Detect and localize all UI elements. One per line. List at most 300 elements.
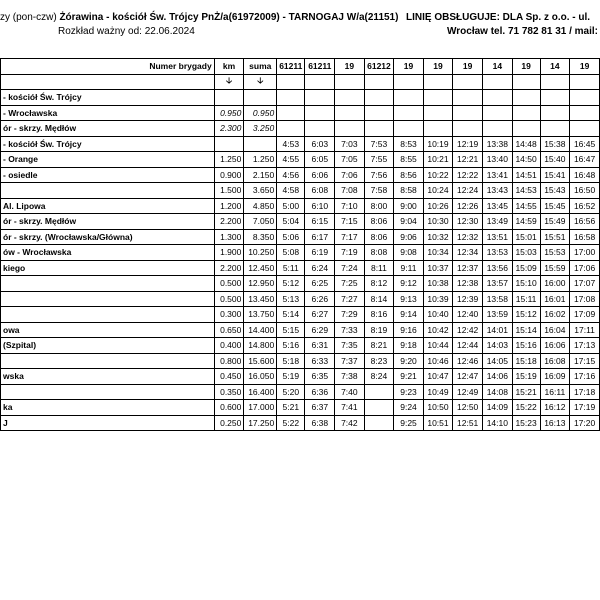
sum-cell: 8.350 [244, 229, 277, 245]
stop-name: (Szpital) [1, 338, 215, 354]
departure-time: 5:14 [277, 307, 305, 323]
departure-time [453, 90, 483, 106]
departure-time: 15:45 [540, 198, 570, 214]
brigade-number: 14 [540, 59, 570, 75]
sum-cell: 17.250 [244, 415, 277, 431]
departure-time: 16:04 [540, 322, 570, 338]
departure-time: 13:51 [483, 229, 513, 245]
departure-time: 9:08 [394, 245, 423, 261]
departure-time: 9:13 [394, 291, 423, 307]
departure-time: 14:50 [512, 152, 540, 168]
km-cell: 2.300 [214, 121, 244, 137]
brigade-number: 19 [570, 59, 600, 75]
departure-time: 17:15 [570, 353, 600, 369]
departure-time: 14:03 [483, 338, 513, 354]
departure-time: 15:10 [512, 276, 540, 292]
km-cell: 0.900 [214, 167, 244, 183]
departure-time [305, 121, 335, 137]
km-cell: 2.200 [214, 214, 244, 230]
departure-time: 10:30 [423, 214, 453, 230]
departure-time [364, 415, 394, 431]
departure-time: 4:56 [277, 167, 305, 183]
km-cell: 0.350 [214, 384, 244, 400]
stop-name [1, 291, 215, 307]
departure-time [483, 121, 513, 137]
departure-time: 10:37 [423, 260, 453, 276]
departure-time: 8:21 [364, 338, 394, 354]
table-row [1, 415, 600, 431]
stop-name: ów - Wrocławska [1, 245, 215, 261]
sum-cell [244, 90, 277, 106]
departure-time: 7:38 [335, 369, 364, 385]
departure-time: 15:09 [512, 260, 540, 276]
departure-time: 9:12 [394, 276, 423, 292]
departure-time: 7:08 [335, 183, 364, 199]
table-row [1, 152, 600, 168]
departure-time: 6:26 [305, 291, 335, 307]
departure-time: 15:21 [512, 384, 540, 400]
departure-time [394, 90, 423, 106]
departure-time: 8:55 [394, 152, 423, 168]
departure-time: 9:06 [394, 229, 423, 245]
operator-info: LINIĘ OBSŁUGUJE: DLA Sp. z o.o. - ul. [406, 12, 591, 23]
brigade-number: 61211 [305, 59, 335, 75]
brigade-number: 61211 [277, 59, 305, 75]
departure-time [335, 90, 364, 106]
departure-time [277, 105, 305, 121]
departure-time: 9:23 [394, 384, 423, 400]
departure-time: 7:15 [335, 214, 364, 230]
departure-time: 5:06 [277, 229, 305, 245]
departure-time: 10:26 [423, 198, 453, 214]
departure-time: 6:03 [305, 136, 335, 152]
valid-from: Rozkład ważny od: 22.06.2024 [58, 26, 195, 37]
departure-time: 17:19 [570, 400, 600, 416]
departure-time: 14:48 [512, 136, 540, 152]
departure-time: 4:53 [277, 136, 305, 152]
departure-time: 15:18 [512, 353, 540, 369]
departure-time: 9:21 [394, 369, 423, 385]
departure-time [394, 121, 423, 137]
departure-time: 7:56 [364, 167, 394, 183]
timetable [0, 58, 600, 431]
stop-name [1, 384, 215, 400]
departure-time: 8:06 [364, 214, 394, 230]
departure-time [540, 90, 570, 106]
departure-time: 10:19 [423, 136, 453, 152]
sum-cell: 3.650 [244, 183, 277, 199]
departure-time: 12:26 [453, 198, 483, 214]
departure-time: 12:24 [453, 183, 483, 199]
departure-time: 13:59 [483, 307, 513, 323]
departure-time: 12:50 [453, 400, 483, 416]
departure-time: 9:20 [394, 353, 423, 369]
departure-time: 16:08 [540, 353, 570, 369]
km-header: km [214, 59, 244, 75]
departure-time: 8:00 [364, 198, 394, 214]
sum-cell: 7.050 [244, 214, 277, 230]
departure-time: 8:19 [364, 322, 394, 338]
departure-time: 13:45 [483, 198, 513, 214]
departure-time: 4:55 [277, 152, 305, 168]
departure-time [483, 90, 513, 106]
stop-name [1, 183, 215, 199]
departure-time: 10:44 [423, 338, 453, 354]
departure-time: 13:53 [483, 245, 513, 261]
departure-time: 15:22 [512, 400, 540, 416]
departure-time [364, 105, 394, 121]
sum-cell: 14.800 [244, 338, 277, 354]
sum-cell: 10.250 [244, 245, 277, 261]
departure-time: 12:30 [453, 214, 483, 230]
km-cell: 0.800 [214, 353, 244, 369]
departure-time: 5:15 [277, 322, 305, 338]
departure-time: 14:53 [512, 183, 540, 199]
departure-time: 10:46 [423, 353, 453, 369]
departure-time: 16:11 [540, 384, 570, 400]
departure-time: 6:36 [305, 384, 335, 400]
timetable-body [1, 90, 600, 431]
departure-time: 7:17 [335, 229, 364, 245]
departure-time: 5:16 [277, 338, 305, 354]
sum-header: suma [244, 59, 277, 75]
departure-time: 14:09 [483, 400, 513, 416]
stop-name: - Wrocławska [1, 105, 215, 121]
sum-cell: 15.600 [244, 353, 277, 369]
departure-time: 15:14 [512, 322, 540, 338]
departure-time: 10:50 [423, 400, 453, 416]
sum-cell: 14.400 [244, 322, 277, 338]
departure-time: 10:49 [423, 384, 453, 400]
sum-cell: 0.950 [244, 105, 277, 121]
table-row [1, 229, 600, 245]
departure-time: 9:04 [394, 214, 423, 230]
departure-time: 7:55 [364, 152, 394, 168]
sum-cell: 16.400 [244, 384, 277, 400]
stop-name: - kościół Św. Trójcy [1, 136, 215, 152]
km-cell: 0.400 [214, 338, 244, 354]
departure-time: 5:11 [277, 260, 305, 276]
departure-time: 13:43 [483, 183, 513, 199]
departure-time: 16:00 [540, 276, 570, 292]
departure-time: 10:42 [423, 322, 453, 338]
departure-time: 12:39 [453, 291, 483, 307]
sum-cell: 2.150 [244, 167, 277, 183]
table-row [1, 121, 600, 137]
departure-time: 17:08 [570, 291, 600, 307]
table-row [1, 136, 600, 152]
departure-time: 7:40 [335, 384, 364, 400]
brigade-number: 14 [483, 59, 513, 75]
departure-time [512, 121, 540, 137]
departure-time: 14:05 [483, 353, 513, 369]
departure-time: 16:50 [570, 183, 600, 199]
departure-time: 6:37 [305, 400, 335, 416]
brigade-number: 19 [453, 59, 483, 75]
table-row [1, 105, 600, 121]
stop-name: ka [1, 400, 215, 416]
table-row [1, 384, 600, 400]
departure-time: 6:10 [305, 198, 335, 214]
km-cell: 1.250 [214, 152, 244, 168]
table-row [1, 245, 600, 261]
departure-time: 10:51 [423, 415, 453, 431]
departure-time: 8:24 [364, 369, 394, 385]
departure-time: 12:49 [453, 384, 483, 400]
departure-time: 17:00 [570, 245, 600, 261]
table-row [1, 276, 600, 292]
table-row [1, 369, 600, 385]
departure-time: 13:40 [483, 152, 513, 168]
departure-time: 16:06 [540, 338, 570, 354]
brigade-number: 19 [512, 59, 540, 75]
departure-time: 6:17 [305, 229, 335, 245]
departure-time: 17:07 [570, 276, 600, 292]
departure-time: 8:08 [364, 245, 394, 261]
departure-time: 16:52 [570, 198, 600, 214]
sum-cell: 13.450 [244, 291, 277, 307]
departure-time: 6:29 [305, 322, 335, 338]
departure-time: 5:04 [277, 214, 305, 230]
departure-time: 7:24 [335, 260, 364, 276]
km-cell: 2.200 [214, 260, 244, 276]
table-row [1, 400, 600, 416]
departure-time: 17:16 [570, 369, 600, 385]
arrow-down-icon: 🡣 [244, 74, 277, 90]
departure-time: 6:38 [305, 415, 335, 431]
departure-time: 16:48 [570, 167, 600, 183]
brigade-number: 61212 [364, 59, 394, 75]
departure-time: 14:10 [483, 415, 513, 431]
departure-time: 8:06 [364, 229, 394, 245]
departure-time: 17:18 [570, 384, 600, 400]
departure-time: 9:14 [394, 307, 423, 323]
departure-time: 14:08 [483, 384, 513, 400]
departure-time [423, 105, 453, 121]
table-row [1, 90, 600, 106]
sum-cell: 1.250 [244, 152, 277, 168]
table-row [1, 198, 600, 214]
departure-time: 6:25 [305, 276, 335, 292]
stop-name [1, 276, 215, 292]
departure-time: 9:16 [394, 322, 423, 338]
table-row [1, 183, 600, 199]
sum-cell: 16.050 [244, 369, 277, 385]
departure-time: 7:25 [335, 276, 364, 292]
departure-time: 12:34 [453, 245, 483, 261]
departure-time [364, 121, 394, 137]
departure-time: 8:53 [394, 136, 423, 152]
departure-time [305, 90, 335, 106]
departure-time: 8:11 [364, 260, 394, 276]
sum-cell: 4.850 [244, 198, 277, 214]
sum-cell [244, 136, 277, 152]
departure-time: 10:47 [423, 369, 453, 385]
departure-time: 15:51 [540, 229, 570, 245]
departure-time: 13:58 [483, 291, 513, 307]
departure-time [453, 105, 483, 121]
table-row [1, 338, 600, 354]
sum-cell: 12.450 [244, 260, 277, 276]
departure-time [364, 384, 394, 400]
departure-time: 7:29 [335, 307, 364, 323]
km-cell: 0.650 [214, 322, 244, 338]
stop-name: ór - skrzy. Mędłów [1, 214, 215, 230]
departure-time: 12:19 [453, 136, 483, 152]
departure-time: 17:13 [570, 338, 600, 354]
departure-time: 13:38 [483, 136, 513, 152]
departure-time: 5:00 [277, 198, 305, 214]
departure-time: 6:05 [305, 152, 335, 168]
departure-time: 12:21 [453, 152, 483, 168]
departure-time: 10:32 [423, 229, 453, 245]
departure-time: 5:13 [277, 291, 305, 307]
departure-time: 15:01 [512, 229, 540, 245]
departure-time: 15:16 [512, 338, 540, 354]
km-cell: 1.900 [214, 245, 244, 261]
departure-time [305, 105, 335, 121]
stop-name: - osiedle [1, 167, 215, 183]
departure-time: 15:53 [540, 245, 570, 261]
departure-time: 16:58 [570, 229, 600, 245]
km-cell: 1.500 [214, 183, 244, 199]
table-row [1, 353, 600, 369]
departure-time: 9:24 [394, 400, 423, 416]
departure-time: 7:42 [335, 415, 364, 431]
departure-time [423, 121, 453, 137]
departure-time [364, 400, 394, 416]
departure-time [335, 121, 364, 137]
departure-time: 7:53 [364, 136, 394, 152]
table-row [1, 167, 600, 183]
brigade-number: 19 [394, 59, 423, 75]
departure-time: 16:13 [540, 415, 570, 431]
departure-time: 7:58 [364, 183, 394, 199]
departure-time: 5:18 [277, 353, 305, 369]
departure-time: 12:42 [453, 322, 483, 338]
km-cell: 0.450 [214, 369, 244, 385]
departure-time: 16:01 [540, 291, 570, 307]
departure-time: 15:12 [512, 307, 540, 323]
departure-time [570, 121, 600, 137]
brigade-number: 19 [335, 59, 364, 75]
km-cell [214, 90, 244, 106]
km-cell: 0.300 [214, 307, 244, 323]
departure-time: 15:19 [512, 369, 540, 385]
departure-time: 5:21 [277, 400, 305, 416]
stop-name [1, 353, 215, 369]
departure-time [512, 90, 540, 106]
brigade-number: 19 [423, 59, 453, 75]
stop-name: Al. Lipowa [1, 198, 215, 214]
departure-time: 9:18 [394, 338, 423, 354]
table-row [1, 260, 600, 276]
departure-time: 13:41 [483, 167, 513, 183]
departure-time: 12:46 [453, 353, 483, 369]
departure-time: 5:08 [277, 245, 305, 261]
departure-time: 7:37 [335, 353, 364, 369]
departure-time: 6:24 [305, 260, 335, 276]
departure-time: 8:12 [364, 276, 394, 292]
departure-time: 5:20 [277, 384, 305, 400]
stop-name: ór - skrzy. (Wrocławska/Główna) [1, 229, 215, 245]
departure-time: 7:35 [335, 338, 364, 354]
departure-time: 15:40 [540, 152, 570, 168]
table-row [1, 214, 600, 230]
departure-time [335, 105, 364, 121]
stop-name: - Orange [1, 152, 215, 168]
departure-time: 6:35 [305, 369, 335, 385]
km-cell: 1.300 [214, 229, 244, 245]
departure-time: 5:19 [277, 369, 305, 385]
departure-time: 7:03 [335, 136, 364, 152]
departure-time [512, 105, 540, 121]
stop-name: - kościół Św. Trójcy [1, 90, 215, 106]
departure-time: 16:45 [570, 136, 600, 152]
departure-time: 15:23 [512, 415, 540, 431]
departure-time: 9:00 [394, 198, 423, 214]
departure-time: 10:38 [423, 276, 453, 292]
brigade-header-row [1, 59, 600, 75]
departure-time: 14:51 [512, 167, 540, 183]
departure-time: 8:14 [364, 291, 394, 307]
direction-arrow-row [1, 74, 600, 90]
departure-time: 15:11 [512, 291, 540, 307]
km-cell: 0.500 [214, 291, 244, 307]
km-cell: 0.250 [214, 415, 244, 431]
departure-time: 5:22 [277, 415, 305, 431]
departure-time: 17:09 [570, 307, 600, 323]
departure-time: 14:01 [483, 322, 513, 338]
departure-time [277, 121, 305, 137]
sum-cell: 12.950 [244, 276, 277, 292]
departure-time: 14:06 [483, 369, 513, 385]
departure-time: 12:40 [453, 307, 483, 323]
departure-time: 6:27 [305, 307, 335, 323]
departure-time: 12:51 [453, 415, 483, 431]
departure-time [540, 105, 570, 121]
operator-contact: Wrocław tel. 71 782 81 31 / mail: [447, 26, 599, 37]
stop-name: kiego [1, 260, 215, 276]
departure-time: 15:03 [512, 245, 540, 261]
km-cell [214, 136, 244, 152]
departure-time [540, 121, 570, 137]
departure-time: 15:43 [540, 183, 570, 199]
departure-time: 6:19 [305, 245, 335, 261]
departure-time: 12:32 [453, 229, 483, 245]
km-cell: 1.200 [214, 198, 244, 214]
departure-time: 7:05 [335, 152, 364, 168]
departure-time: 12:38 [453, 276, 483, 292]
departure-time: 10:34 [423, 245, 453, 261]
departure-time: 13:57 [483, 276, 513, 292]
stop-name: wska [1, 369, 215, 385]
departure-time: 6:06 [305, 167, 335, 183]
sum-cell: 3.250 [244, 121, 277, 137]
departure-time: 7:10 [335, 198, 364, 214]
km-cell: 0.500 [214, 276, 244, 292]
departure-time: 16:56 [570, 214, 600, 230]
stop-name: ór - skrzy. Mędłów [1, 121, 215, 137]
departure-time: 14:55 [512, 198, 540, 214]
departure-time: 7:41 [335, 400, 364, 416]
departure-time [483, 105, 513, 121]
sum-cell: 17.000 [244, 400, 277, 416]
departure-time: 8:23 [364, 353, 394, 369]
departure-time: 16:47 [570, 152, 600, 168]
route-line [0, 12, 398, 24]
departure-time: 6:33 [305, 353, 335, 369]
